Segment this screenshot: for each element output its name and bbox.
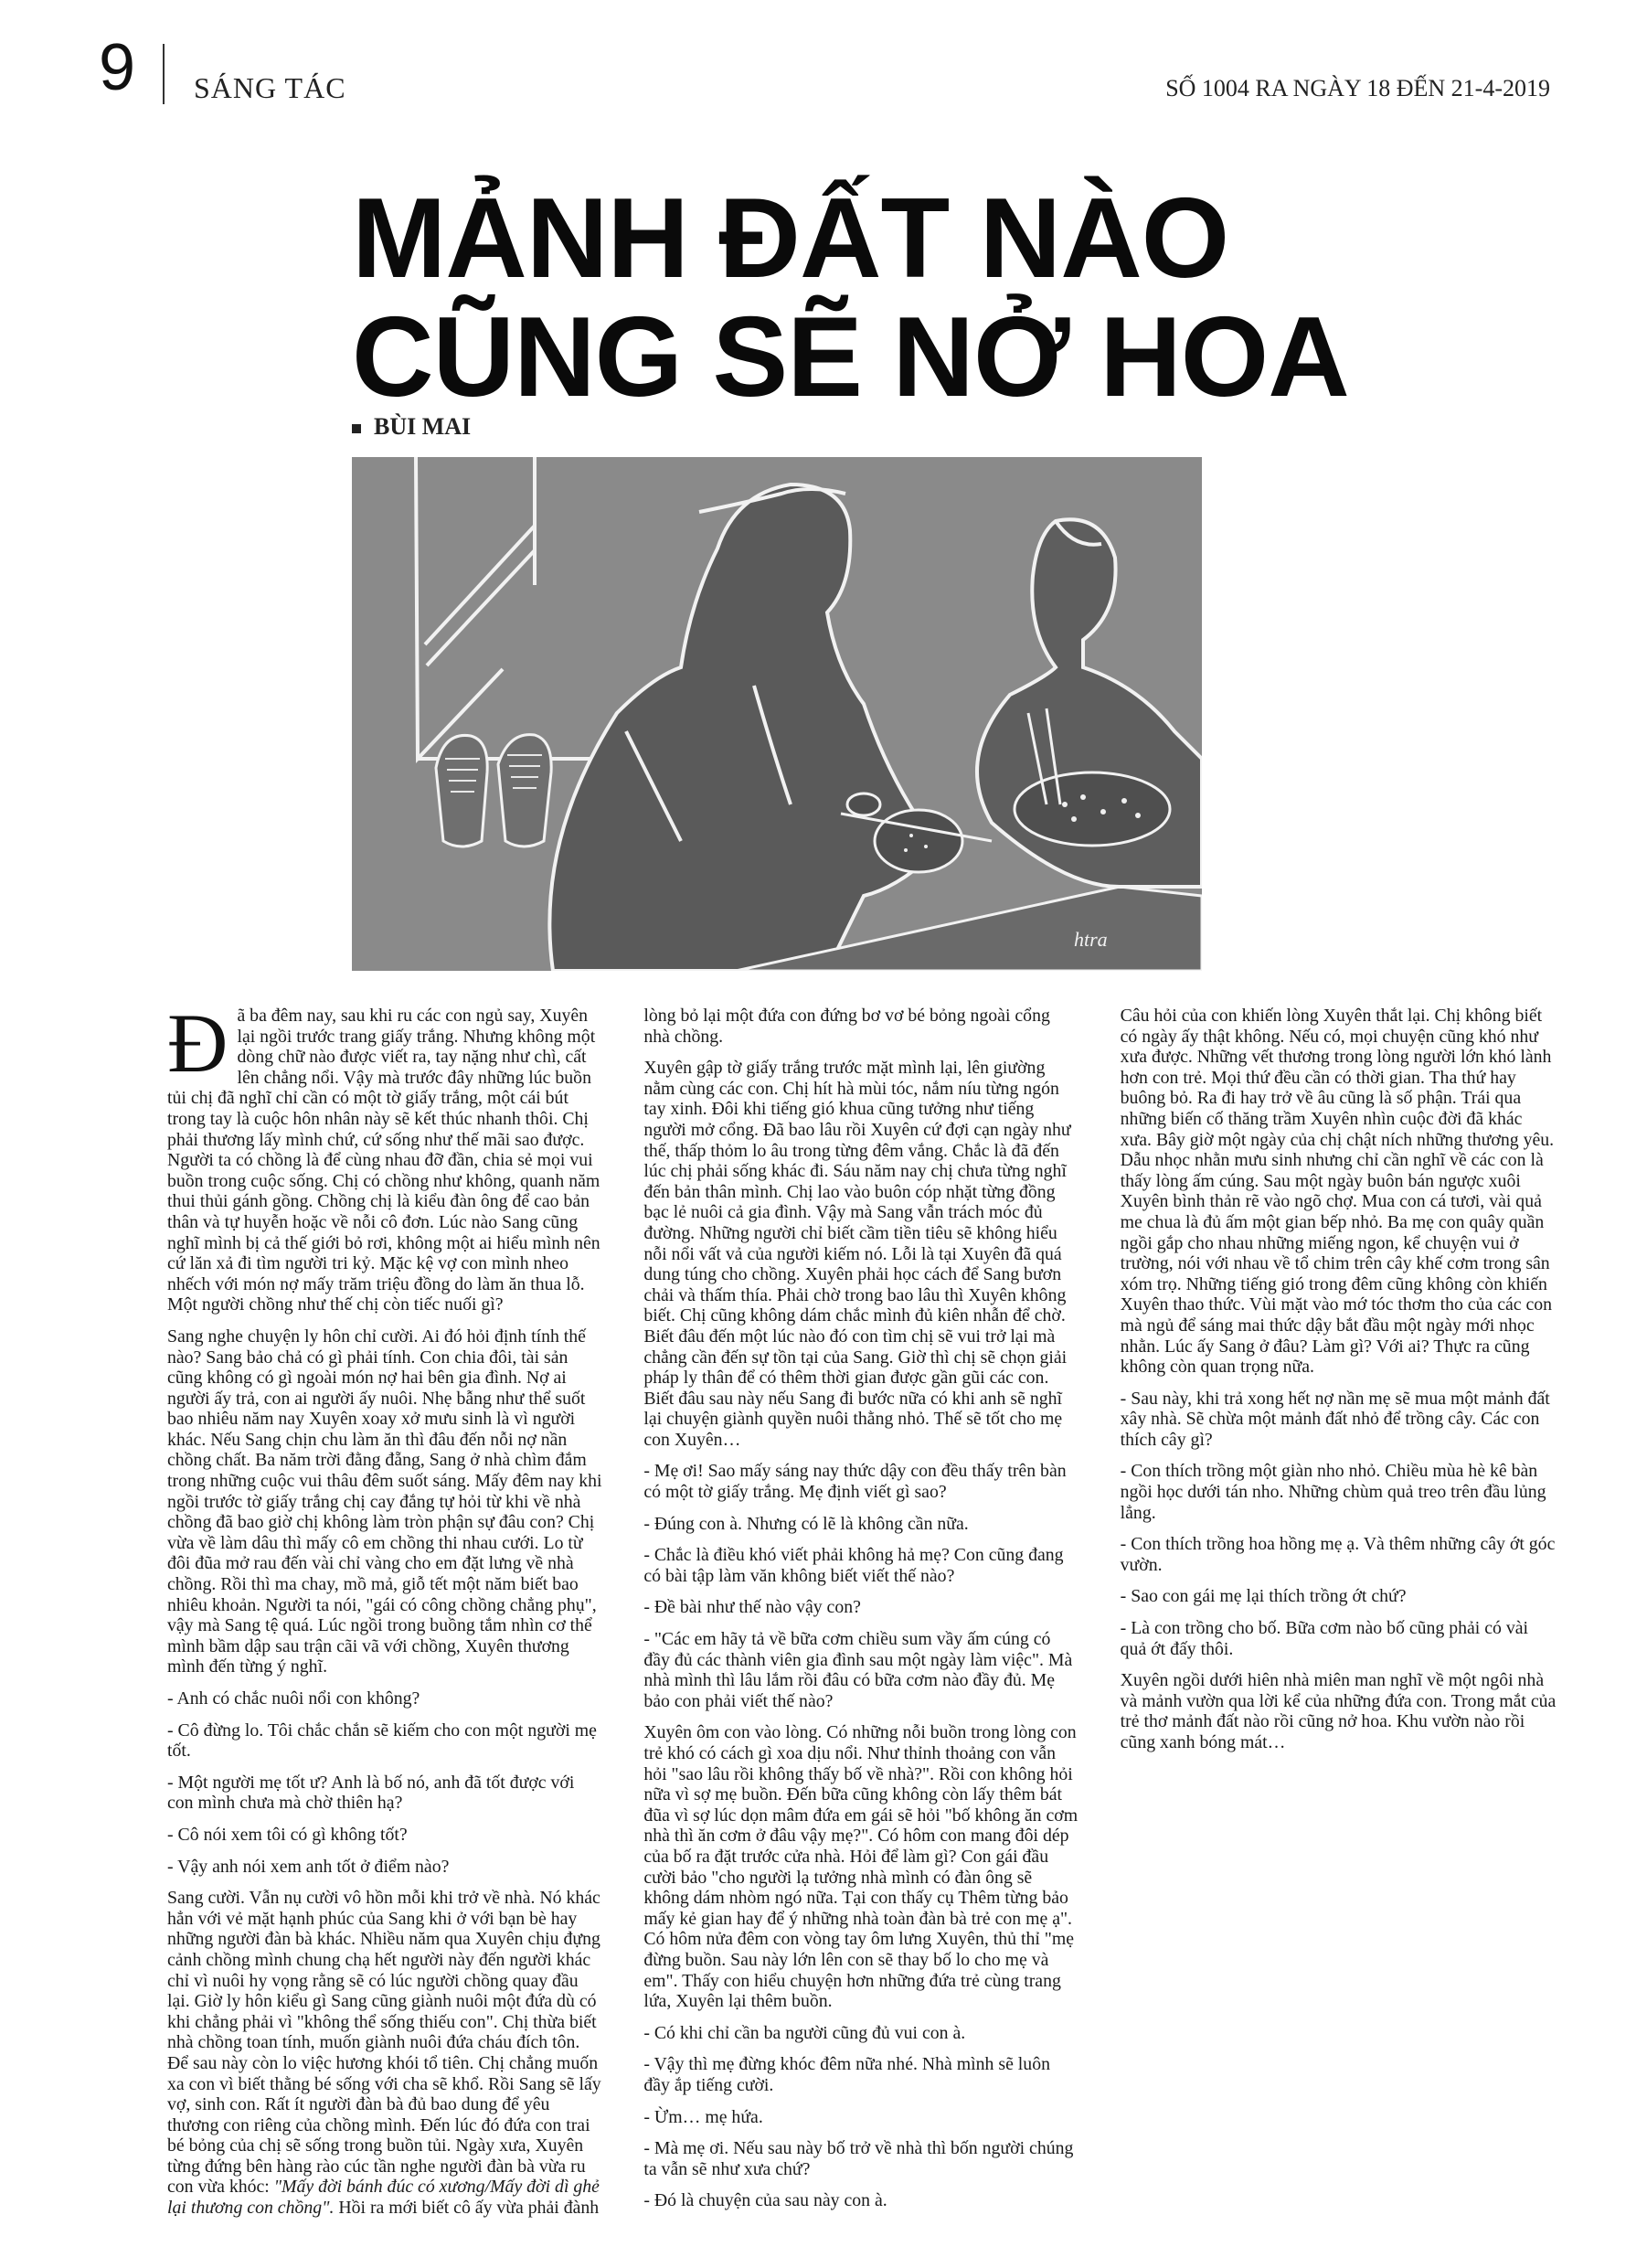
illustrator-signature: htra	[1074, 928, 1108, 951]
dialogue-line: - Chắc là điều khó viết phải không hả mẹ? Con cũng đang có bài tập làm văn không biết viết thế nào?	[643, 1545, 1064, 1586]
article-body	[167, 996, 1557, 2231]
dialogue-line: - Anh có chắc nuôi nổi con không?	[167, 1688, 420, 1709]
dialogue-line: - Ừm… mẹ hứa.	[643, 2106, 763, 2127]
dialogue-line: - "Các em hãy tả về bữa cơm chiều sum vầy ấm cúng có đầy đủ các thành viên gia đình sau một ngày làm việc". Mà nhà mình thì lâu lắm rồi đâu có bữa cơm nào đầy đủ. Mẹ bảo con phải viết thế nào?	[643, 1629, 1073, 1711]
dialogue-line: - Con thích trồng một giàn nho nhỏ. Chiều mùa hè kê bàn ngồi học dưới tán nho. Những chùm quả treo trên đầu lủng lẳng.	[1120, 1461, 1546, 1523]
dialogue-line: - Đề bài như thế nào vậy con?	[643, 1597, 861, 1618]
dialogue-line: - Cô nói xem tôi có gì không tốt?	[167, 1824, 408, 1845]
paragraph: Xuyên ôm con vào lòng. Có những nỗi buồn trong lòng con trẻ khó có cách gì xoa dịu nổi. Như thỉnh thoảng con vẫn hỏi "sao lâu rồi không thấy bố về nhà?". Rồi con không hỏi nữa vì sợ mẹ buồn. Đến bữa cũng không còn lấy thêm bát đũa vì sợ lúc dọn mâm đứa em gái sẽ hỏi "bố không ăn cơm nhà thì ăn cơm ở đâu vậy mẹ?". Có hôm con mang đôi dép của bố ra đặt trước cửa nhà. Hỏi để làm gì? Con gái đầu cười bảo "cho người lạ tưởng nhà mình có đàn ông sẽ không dám nhòm ngó nữa. Tại con thấy cụ Thêm từng bảo mấy kẻ gian hay để ý những nhà toàn đàn bà trẻ con mẹ ạ". Có hôm nửa đêm con vòng tay ôm lưng Xuyên, thủ thỉ "mẹ đừng buồn. Sau này lớn lên con sẽ thay bố lo cho mẹ và em". Thấy con hiểu chuyện hơn những đứa trẻ cùng trang lứa, Xuyên lại thêm buồn.	[643, 1722, 1079, 2012]
paragraph: Xuyên gập tờ giấy trắng trước mặt mình lại, lên giường nằm cùng các con. Chị hít hà mùi tóc, nắm níu từng ngón tay xinh. Đôi khi tiếng gió khua cũng tưởng như tiếng người mở cổng. Đã bao lâu rồi Xuyên cứ đợi cạn ngày như thế, thấp thỏm lo âu trong từng đêm vắng. Chắc là đã đến lúc chị phải sống khác đi. Sáu năm nay chị chưa từng nghĩ đến bản thân mình. Chị lao vào buôn cóp nhặt từng đồng bạc lẻ nuôi cả gia đình. Vậy mà Sang vẫn trách móc đủ đường. Những người chỉ biết cầm tiền tiêu sẽ không hiểu nỗi nổi vất vả của người kiếm nó. Lỗi là tại Xuyên đã quá dung túng cho chồng. Xuyên phải học cách để Sang bươn chải và thấm thía. Phải chờ trong bao lâu thì Xuyên không biết. Chị cũng không dám chắc mình đủ kiên nhẫn để chờ. Biết đâu đến một lúc nào đó con tìm chị sẽ vui trở lại mà chẳng cần đến sự tồn tại của Sang. Giờ thì chị sẽ chọn giải pháp ly thân để có thêm thời gian được gần gũi các con. Biết đâu sau này nếu Sang đi bước nữa có khi anh sẽ nghĩ lại chuyện giành quyền nuôi thằng nhỏ. Thế sẽ tốt cho mẹ con Xuyên…	[643, 1058, 1071, 1450]
title-line-2: CŨNG SẼ NỞ HOA	[352, 294, 1349, 421]
dialogue-line: - Con thích trồng hoa hồng mẹ ạ. Và thêm những cây ớt góc vườn.	[1120, 1534, 1556, 1575]
drop-cap: Đ	[167, 996, 228, 1090]
dialogue-line: - Có khi chỉ cần ba người cũng đủ vui con à.	[643, 2022, 966, 2043]
article-title	[352, 176, 1449, 421]
dialogue-line: - Vậy anh nói xem anh tốt ở điểm nào?	[167, 1856, 450, 1877]
paragraph: Câu hỏi của con khiến lòng Xuyên thắt lại. Chị không biết có ngày ấy thật không. Nếu có, mọi chuyện cũng khó như xưa được. Những vết thương trong lòng người lớn khó lành hơn con trẻ. Mọi thứ đều cần có thời gian. Tha thứ hay buông bỏ. Ra đi hay trở về âu cũng là số phận. Trái qua những biến cố thăng trầm Xuyên nhìn cuộc đời đã khác xưa. Bây giờ một ngày của chị chật ních những thương yêu. Dẫu nhọc nhằn mưu sinh nhưng chỉ cần nghĩ về các con là thấy lòng ấm cúng. Sau một ngày buôn bán ngược xuôi Xuyên bình thản rẽ vào ngõ chợ. Mua con cá tươi, vài quả me chua là đủ ấm một gian bếp nhỏ. Ba mẹ con quây quần ngồi gắp cho nhau những miếng ngon, kể chuyện vui ở trường, nói với nhau về tổ chim trên cây khế cơm trong sân xóm trọ. Những tiếng gió trong đêm cũng không còn khiến Xuyên thao thức. Vùi mặt vào mớ tóc thơm tho của các con mà ngủ để sáng mai thức dậy bắt đầu một ngày mới nhọc nhằn. Lúc ấy Sang ở đâu? Làm gì? Với ai? Thực ra cũng không còn quan trọng nữa.	[1120, 1006, 1555, 1378]
author-name: BÙI MAI	[374, 413, 472, 440]
page-header	[0, 0, 1647, 128]
dialogue-line: - Là con trồng cho bố. Bữa cơm nào bố cũng phải có vài quả ớt đấy thôi.	[1120, 1618, 1529, 1659]
section-label: SÁNG TÁC	[194, 71, 346, 104]
illustration-drawing	[352, 457, 1202, 971]
folk-verse-quote: "Mấy đời bánh đúc có xương/Mấy đời dì ghẻ lại thương con chồng".	[167, 2177, 600, 2219]
page-number: 9	[99, 31, 136, 104]
paragraph	[167, 996, 603, 1315]
header-divider	[163, 44, 165, 104]
dialogue-line: - Sau này, khi trả xong hết nợ nần mẹ sẽ mua một mảnh đất xây nhà. Sẽ chừa một mảnh đất nhỏ để trồng cây. Các con thích cây gì?	[1120, 1388, 1550, 1450]
dialogue-line: - Cô đừng lo. Tôi chắc chắn sẽ kiếm cho con một người mẹ tốt.	[167, 1720, 597, 1762]
byline	[352, 413, 471, 441]
paragraph-text: ã ba đêm nay, sau khi ru các con ngủ say, Xuyên lại ngồi trước trang giấy trắng. Nhưng không một dòng chữ nào được viết ra, tay nặng như chì, cất lên chẳng nổi. Vậy mà trước đây những lúc buồn tủi chị đã nghĩ chỉ cần có một tờ giấy trắng, một cái bút trong tay là cuộc hôn nhân này sẽ kết thúc nhanh thôi. Chị phải thương lấy mình chứ, cứ sống như thế mãi sao được. Người ta có chồng là để cùng nhau đỡ đần, chia sẻ mọi vui buồn trong cuộc sống. Chị có chồng như không, quanh năm thui thủi gánh gồng. Chồng chị là kiểu đàn ông để cao bản thân và tự huyễn hoặc về nỗi cô đơn. Lúc nào Sang cũng nghĩ mình bị cả thế giới bỏ rơi, không một ai hiểu mình nên cứ lăn xả đi tìm người tri kỷ. Mặc kệ vợ con mình nheo nhếch với món nợ mấy trăm triệu đồng do làm ăn thua lỗ. Một người chồng như thế chị còn tiếc nuối gì?	[167, 1006, 600, 1315]
dialogue-line: - Đó là chuyện của sau này con à.	[643, 2190, 887, 2211]
issue-info: SỐ 1004 RA NGÀY 18 ĐẾN 21-4-2019	[1165, 75, 1550, 101]
dialogue-line: - Vậy thì mẹ đừng khóc đêm nữa nhé. Nhà mình sẽ luôn đầy ắp tiếng cười.	[643, 2054, 1050, 2095]
byline-square-icon	[352, 424, 361, 433]
dialogue-line: - Đúng con à. Nhưng có lẽ là không cần nữa.	[643, 1513, 969, 1534]
title-line-1: MẢNH ĐẤT NÀO	[352, 176, 1229, 302]
dialogue-line: - Sao con gái mẹ lại thích trồng ớt chứ?	[1120, 1586, 1407, 1607]
paragraph-text: Hồi ra mới biết cô ấy vừa phải đành lòng bỏ lại một đứa con đứng bơ vơ bé bỏng ngoài cổng nhà chồng.	[338, 1006, 1050, 2219]
paragraph: Xuyên ngồi dưới hiên nhà miên man nghĩ về một ngôi nhà và mảnh vườn qua lời kể của những đứa con. Trong mắt của trẻ thơ mảnh đất nào rồi cũng nở hoa. Khu vườn nào rồi cũng xanh bóng mát…	[1120, 1670, 1557, 1752]
dialogue-line: - Một người mẹ tốt ư? Anh là bố nó, anh đã tốt được với con mình chưa mà chờ thiên hạ?	[167, 1772, 575, 1814]
dialogue-line: - Mẹ ơi! Sao mấy sáng nay thức dậy con đều thấy trên bàn có một tờ giấy trắng. Mẹ định viết gì sao?	[643, 1461, 1067, 1503]
paragraph-text: Sang cười. Vẫn nụ cười vô hồn mỗi khi trở về nhà. Nó khác hẳn với vẻ mặt hạnh phúc của Sang khi ở với bạn bè hay những người đàn bà khác. Nhiều năm qua Xuyên chịu đựng cảnh chồng mình chung chạ hết người này đến người khác chỉ vì nuôi hy vọng rằng sẽ có lúc người chồng quay đầu lại. Giờ ly hôn kiểu gì Sang cũng giành nuôi một đứa dù có khi chẳng phải vì "không thể sống thiếu con". Chị thừa biết nhà chồng toan tính, muốn giành nuôi đứa cháu đích tôn. Để sau này còn lo việc hương khói tổ tiên. Chị chẳng muốn xa con vì biết thằng bé sống với cha sẽ khổ. Rồi Sang sẽ lấy vợ, sinh con. Rất ít người đàn bà đủ bao dung để yêu thương con riêng của chồng mình. Đến lúc đó đứa con trai bé bỏng của chị sẽ sống trong buồn tủi. Ngày xưa, Xuyên từng đứng bên hàng rào cúc tần nghe người đàn bà vừa ru con vừa khóc:	[167, 1888, 601, 2198]
article-illustration	[352, 457, 1202, 971]
paragraph: Sang nghe chuyện ly hôn chỉ cười. Ai đó hỏi định tính thế nào? Sang bảo chả có gì phải tính. Con chia đôi, tài sản cũng không có gì ngoài món nợ hai bên gia đình. Nợ ai người ấy trả, con ai người ấy nuôi. Nhẹ bẫng như thể suốt bao nhiêu năm nay Xuyên xoay xở mưu sinh là vì người khác. Nếu Sang chịn chu làm ăn thì đâu đến nỗi nợ nần chồng chất. Ba năm trời đằng đẵng, Sang ở nhà chìm đắm trong những cuộc vui thâu đêm suốt sáng. Mấy đêm nay khi ngồi trước tờ giấy trắng chị cay đắng tự hỏi từ khi về nhà chồng đã bao giờ chị không làm tròn phận sự đâu con? Chị vừa về làm dâu thì mấy cô em chồng thi nhau cưới. Lo từ đôi đũa mở rau đến vài chỉ vàng cho em đặt lưng về nhà chồng. Rồi thì ma chay, mồ mả, giỗ tết một năm biết bao nhiêu khoản. Người ta nói, "gái có công chồng chẳng phụ", vậy mà Sang tệ quá. Lúc ngồi trong buồng tắm nhìn cơ thể mình bầm dập sau trận cãi vã với chồng, Xuyên thương mình đến từng ý nghĩ.	[167, 1326, 602, 1677]
dialogue-line: - Mà mẹ ơi. Nếu sau này bố trở về nhà thì bốn người chúng ta vẫn sẽ như xưa chứ?	[643, 2138, 1074, 2179]
